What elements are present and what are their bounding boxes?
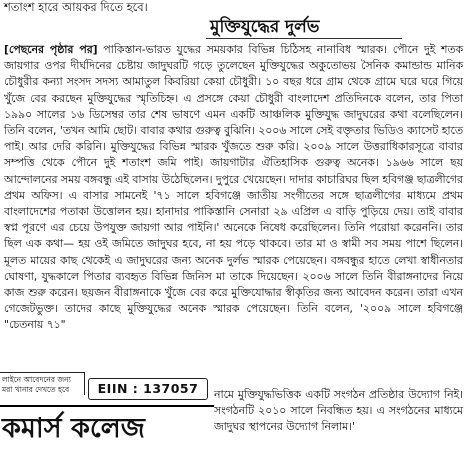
headline-divider bbox=[206, 38, 402, 39]
article-headline: মুক্তিযুদ্ধের দুর্লভ bbox=[210, 17, 320, 37]
article-paragraph bbox=[4, 42, 463, 334]
previous-article-line: শতাংশ হারে আয়কর দিতে হবে। bbox=[4, 0, 148, 14]
article-tail-text: নামে মুক্তিযুদ্ধভিত্তিক একটি সংগঠন প্রতিষ্ঠার উদ্যোগ নিই। সংগঠনটি ২০১০ সালে নিবন্ধিত হয়। এ সংগঠনের মাধ্যমে জাদুঘর স্থাপনের উদ্যোগ নিলাম।' bbox=[214, 388, 463, 434]
continued-from-back-page-label: [পেছনের পৃষ্ঠার পর] bbox=[4, 43, 98, 56]
college-advertisement bbox=[0, 372, 212, 453]
ad-notice-text: লাইনে আবেদনের জন্য মরা খানার দেখতে হবে bbox=[0, 372, 85, 395]
eiin-badge: EIIN : 137057 bbox=[88, 378, 208, 400]
article-paragraph-text: পাকিস্তান-ভারত যুদ্ধের সময়কার বিভিন্ন চিঠিসহ নানাবিধ স্মারক। পৌনে দুই শতক জায়গার ওপর দীর্ঘদিনের চেষ্টায় জাদুঘরটি গড়ে তুলেছেন মুক্তিযুদ্ধের অকুতোভয় সৈনিক কমান্ডান্ড মানিক চৌধুরীর কন্যা সংসদ সদস্য আমাতুল কিবরিয়া কেয়া চৌধুরী। ১০ বছর ধরে গ্রাম থেকে গ্রামে ঘরে ঘরে গিয়ে খুঁজে বের করছেন মুক্তিযুদ্ধের স্মৃতিচিহ্ন। এ প্রসঙ্গে কেয়া চৌধুরী বাংলাদেশ প্রতিদিনকে বলেন, তার পিতা ১৯৯০ সালের ১৬ ডিসেম্বর তার শেষ ভাষণে এমন একটি আঞ্চলিক মুক্তিযুদ্ধ জাদুঘরের কথা বলেছিলেন। তিনি বলেন, 'তখন আমি ছোট। বাবার কথার গুরুত্ব বুঝিনি। ২০০৬ সালে সেই বক্তৃতার ভিডিও ক্যাসেট হাতে পাই। আর দেরি করিনি। মুক্তিযুদ্ধের বিভিন্ন স্মারক খুঁজতে শুরু করি। ২০০৯ সালে উত্তরাধিকারসূত্রে বাবার সম্পত্তি থেকে পৌনে দুই শতাংশ জমি পাই। জায়গাটার ঐতিহাসিক গুরুত্ব অনেক। ১৯৬৬ সালে ছয় আন্দোলনের সময় বঙ্গবন্ধু এই বাসায় উঠেছিলেন। দুপুরে খেয়েছেন। দাদার কাচারিঘর ছিল হবিগঞ্জ ছাত্রলীগের প্রথম অফিস। এ বাসার সামনেই '৭১ সালে হবিগঞ্জে জাতীয় সংগীতের সঙ্গে ছাত্রলীগের মাধ্যমে প্রথম বাংলাদেশের পতাকা উত্তোলন হয়। হানাদার পাকিস্তানি সেনারা ২৯ এপ্রিল এ বাড়ি পুড়িয়ে দেয়। তাই বাবার স্বপ্ন পূরণে এর চেয়ে উপযুক্ত জায়গা আর পাইনি।' অনেকে নিষেধ করেছিলেন। তিনি পরোয়া করেননি। তার ছিল এক কথা— হয় ওই জমিতে জাদুঘর হবে, না হয় পড়ে থাকবে। তার মা ও স্বামী সব সময় পাশে ছিলেন। মূলত মায়ের কাছ থেকেই এ জাদুঘরের জন্য অনেক দুর্লভ স্মারক পেয়েছেন। বঙ্গবন্ধুর হাতে লেখা স্বাধীনতার ঘোষণা, যুদ্ধকালে পিতার ব্যবহৃত বিভিন্ন জিনিস মা তাকে দিয়েছেন। ২০০৬ সালে তিনি বীরাঙ্গনাদের নিয়ে কাজ শুরু করেন। ছয়জন বীরাঙ্গনাকে খুঁজে বের করে মুক্তিযোদ্ধার স্বীকৃতির জন্য আবেদন করেন। তারা এখন গেজেটভুক্ত। তাদের কাছে মুক্তিযুদ্ধের অনেক স্মারক পেয়েছেন। তিনি বলেন, '২০০৯ সালে হবিগঞ্জে "চেতনায় ৭১" bbox=[4, 43, 463, 332]
article-body bbox=[4, 42, 463, 334]
college-name-banner: কমার্স কলেজ bbox=[0, 405, 214, 455]
